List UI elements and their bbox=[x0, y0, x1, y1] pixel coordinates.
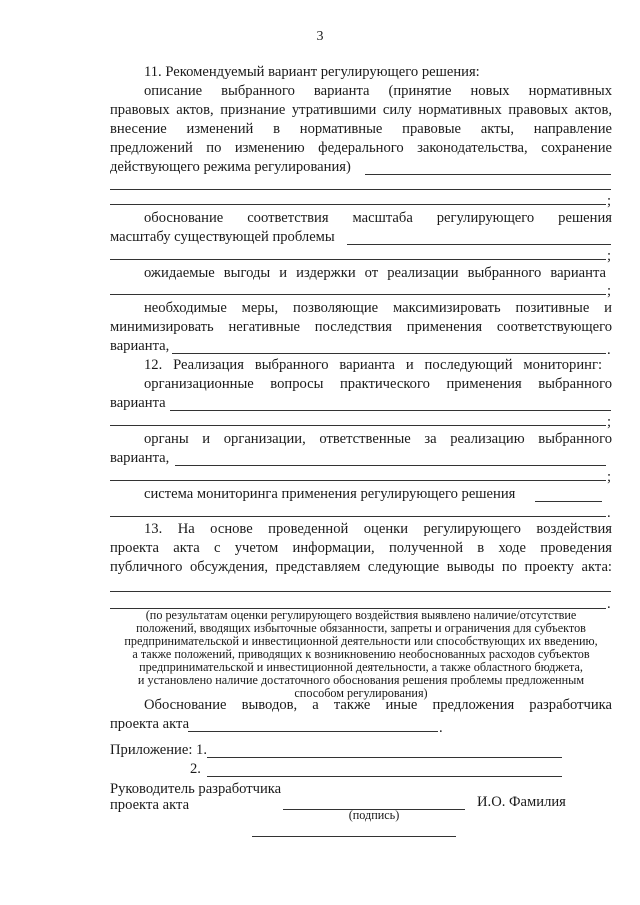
s12-org-line-1: организационные вопросы практического применения выбранного bbox=[144, 376, 612, 392]
fill-line bbox=[110, 204, 606, 205]
signature-name: И.О. Фамилия bbox=[477, 794, 566, 810]
signature-head-line-2: проекта акта bbox=[110, 797, 190, 813]
fill-line bbox=[347, 244, 611, 245]
attachments-label: Приложение: 1. bbox=[110, 742, 207, 758]
s13-note-line-6: и установлено наличие достаточного обоснования решения проблемы предложенным bbox=[137, 673, 585, 687]
s13-note-line-2: положений, вводящих избыточные обязанности, запреты и ограничения для субъектов bbox=[136, 621, 586, 635]
s11-benefits: ожидаемые выгоды и издержки от реализации выбранного варианта bbox=[144, 265, 606, 281]
fill-line bbox=[110, 591, 611, 592]
semicolon: ; bbox=[607, 283, 612, 299]
fill-line bbox=[110, 425, 606, 426]
fill-line bbox=[110, 259, 606, 260]
signature-caption: (подпись) bbox=[348, 808, 400, 822]
s13-note-line-1: (по результатам оценки регулирующего воздействия выявлено наличие/отсутствие bbox=[145, 608, 577, 622]
s11-desc-line-4: предложений по изменению федерального законодательства, сохранение bbox=[110, 140, 612, 156]
s11-desc-line-1: описание выбранного варианта (принятие новых нормативных bbox=[144, 83, 612, 99]
signature-head-line-1: Руководитель разработчика bbox=[110, 781, 282, 797]
s11-desc-line-2: правовых актов, признание утратившими силу нормативных правовых актов, bbox=[110, 102, 612, 118]
fill-line bbox=[365, 174, 611, 175]
s12-monitoring: система мониторинга применения регулирующего решения bbox=[144, 486, 516, 502]
s11-measures-line-3: варианта, bbox=[110, 338, 170, 354]
fill-line bbox=[175, 465, 606, 466]
s13-text-line-2: проекта акта с учетом информации, полученной в ходе проведения bbox=[110, 540, 612, 556]
semicolon: ; bbox=[607, 248, 612, 264]
attachment-fill-line-2 bbox=[207, 776, 562, 777]
date-fill-line bbox=[252, 836, 456, 837]
s12-org-line-2: варианта bbox=[110, 395, 166, 411]
fill-line bbox=[110, 294, 606, 295]
s11-justification-line-2: масштабу существующей проблемы bbox=[110, 229, 335, 245]
s13-conclusions-line-2: проекта акта bbox=[110, 716, 190, 732]
fill-line bbox=[170, 410, 611, 411]
s13-note-line-3: предпринимательской и инвестиционной деятельности или способствующих их введению, bbox=[124, 634, 598, 648]
s13-text-line-3: публичного обсуждения, представляем следующие выводы по проекту акта: bbox=[110, 559, 612, 575]
period: . bbox=[607, 596, 611, 612]
period: . bbox=[607, 342, 611, 358]
attachment-number-2: 2. bbox=[190, 761, 201, 777]
s13-note-line-5: предпринимательской и инвестиционной деятельности, а также областного бюджета, bbox=[139, 660, 583, 674]
s11-measures-line-1: необходимые меры, позволяющие максимизировать позитивные и bbox=[144, 300, 612, 316]
section-11-heading: 11. Рекомендуемый вариант регулирующего решения: bbox=[144, 64, 480, 80]
page-number: 3 bbox=[316, 29, 324, 44]
fill-line bbox=[188, 731, 438, 732]
semicolon: ; bbox=[607, 469, 612, 485]
s11-measures-line-2: минимизировать негативные последствия применения соответствующего bbox=[110, 319, 612, 335]
s13-note-line-4: а также положений, приводящих к возникновению необоснованных расходов субъектов bbox=[132, 647, 590, 661]
fill-line bbox=[535, 501, 602, 502]
attachment-fill-line-1 bbox=[207, 757, 562, 758]
period: . bbox=[439, 720, 443, 736]
fill-line bbox=[110, 516, 606, 517]
fill-line bbox=[110, 480, 606, 481]
section-12-heading: 12. Реализация выбранного варианта и последующий мониторинг: bbox=[144, 357, 602, 373]
s12-bodies-line-1: органы и организации, ответственные за реализацию выбранного bbox=[144, 431, 612, 447]
fill-line bbox=[110, 189, 611, 190]
s13-text-line-1: 13. На основе проведенной оценки регулирующего воздействия bbox=[144, 521, 612, 537]
s13-note-line-7: способом регулирования) bbox=[294, 686, 428, 700]
s11-desc-line-5: действующего режима регулирования) bbox=[110, 159, 351, 175]
fill-line bbox=[172, 353, 606, 354]
period: . bbox=[607, 505, 611, 521]
s12-bodies-line-2: варианта, bbox=[110, 450, 170, 466]
semicolon: ; bbox=[607, 414, 612, 430]
s13-conclusions-line-1: Обоснование выводов, а также иные предложения разработчика bbox=[144, 697, 612, 713]
semicolon: ; bbox=[607, 193, 612, 209]
s11-justification-line-1: обоснование соответствия масштаба регулирующего решения bbox=[144, 210, 612, 226]
s11-desc-line-3: внесение изменений в нормативные правовые акты, направление bbox=[110, 121, 612, 137]
